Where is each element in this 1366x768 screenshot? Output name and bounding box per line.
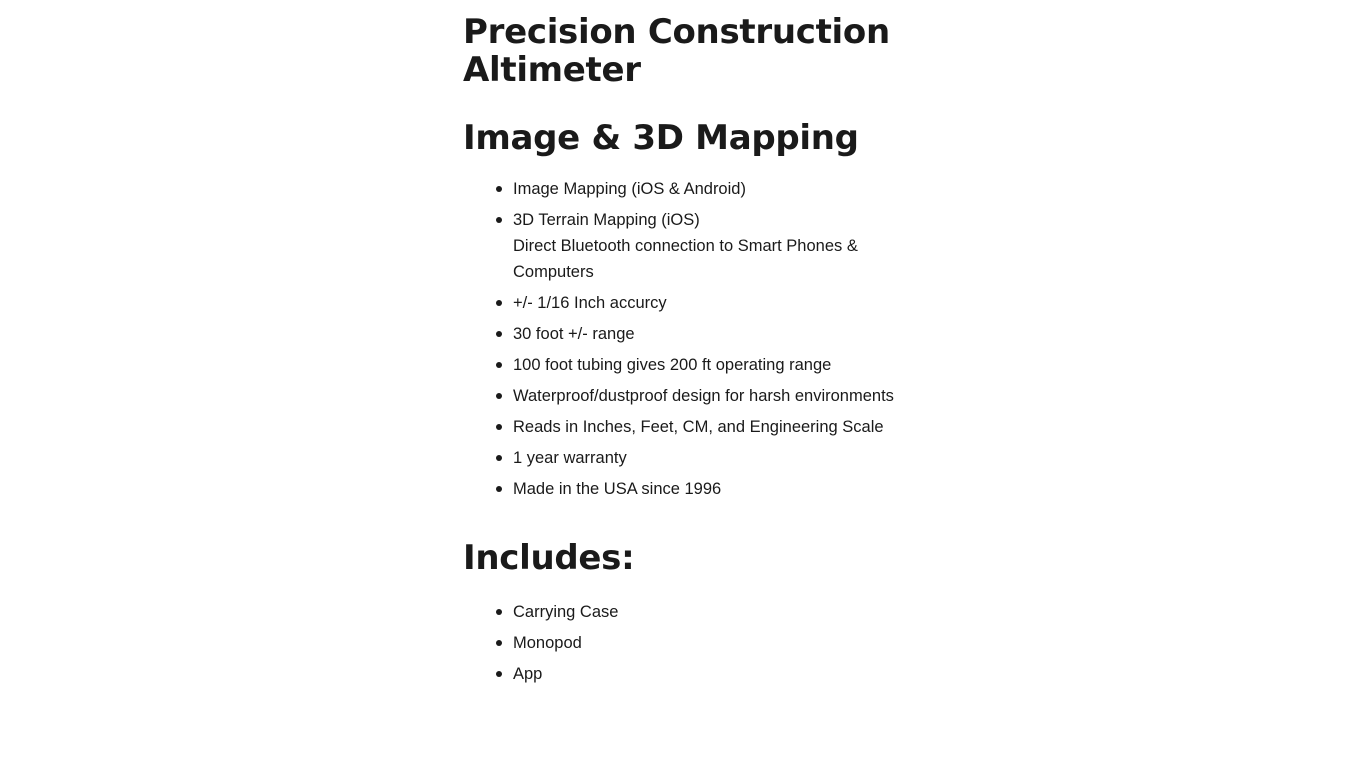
list-item bbox=[513, 445, 903, 471]
list-item bbox=[513, 414, 903, 440]
list-item bbox=[513, 383, 903, 409]
product-description bbox=[463, 0, 903, 692]
includes-section-heading: Includes: bbox=[463, 538, 635, 578]
list-item bbox=[513, 661, 903, 687]
list-item-text: 1 year warranty bbox=[513, 449, 627, 467]
feature-list bbox=[463, 176, 903, 502]
list-item-text: Waterproof/dustproof design for harsh environments bbox=[513, 387, 894, 405]
list-item bbox=[513, 630, 903, 656]
list-item bbox=[513, 476, 903, 502]
list-item-text: Monopod bbox=[513, 634, 582, 652]
list-item bbox=[513, 599, 903, 625]
list-item-text: Reads in Inches, Feet, CM, and Engineering Scale bbox=[513, 418, 884, 436]
list-item bbox=[513, 352, 903, 378]
list-item bbox=[513, 207, 903, 285]
list-item-text: Direct Bluetooth connection to Smart Phones & Computers bbox=[513, 237, 858, 281]
list-item-text: 100 foot tubing gives 200 ft operating range bbox=[513, 356, 832, 374]
includes-list bbox=[463, 599, 903, 687]
list-item bbox=[513, 290, 903, 316]
mapping-section-heading: Image & 3D Mapping bbox=[463, 118, 859, 158]
list-item-text: 30 foot +/- range bbox=[513, 325, 635, 343]
list-item bbox=[513, 176, 903, 202]
list-item-text: 3D Terrain Mapping (iOS) bbox=[513, 211, 700, 229]
list-item-text: App bbox=[513, 665, 543, 683]
list-item-text: Image Mapping (iOS & Android) bbox=[513, 180, 746, 198]
list-item-text: Carrying Case bbox=[513, 603, 619, 621]
list-item bbox=[513, 321, 903, 347]
page-title: Precision Construction Altimeter bbox=[463, 12, 890, 90]
list-item-text: Made in the USA since 1996 bbox=[513, 480, 722, 498]
list-item-text: +/- 1/16 Inch accurcy bbox=[513, 294, 667, 312]
